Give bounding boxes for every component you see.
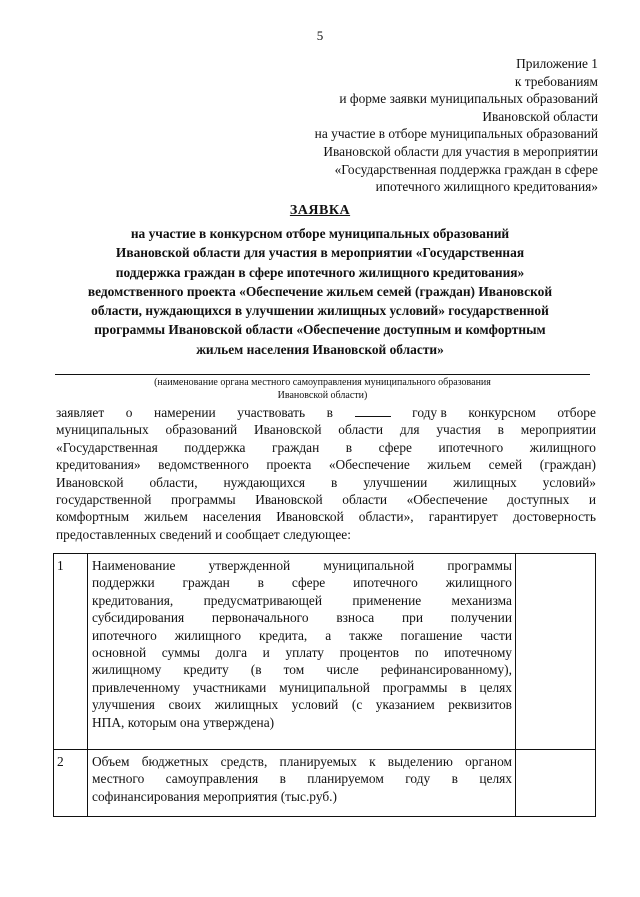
appendix-line: и форме заявки муниципальных образований	[339, 91, 598, 107]
year-blank-field[interactable]	[355, 404, 391, 417]
description-line: НПА, которым она утверждена)	[92, 714, 275, 730]
description-line: Наименование утвержденной муниципальной программы	[92, 558, 512, 573]
body-word: намерении	[154, 405, 216, 420]
body-line: государственной программы Ивановской области «Обеспечение доступных и	[56, 492, 596, 508]
application-body	[56, 404, 596, 543]
description-line: кредитования, предусматривающей применение механизма	[92, 592, 512, 608]
body-line: Ивановской области, нуждающихся в улучшении жилищных условий»	[56, 474, 596, 490]
body-word: заявляет	[56, 405, 105, 420]
org-caption-line: Ивановской области)	[277, 389, 368, 401]
description-line: местного самоуправления в планируемом году в целях	[92, 771, 512, 787]
description-line: привлеченному участниками муниципальной программы в целях	[92, 679, 512, 695]
subtitle-line: жильем населения Ивановской области»	[196, 341, 444, 357]
description-line: основной суммы долга и уплату процентов по ипотечному	[92, 645, 512, 661]
row-value-cell[interactable]	[516, 750, 596, 817]
body-line: комфортным жильем населения Ивановской области», гарантирует достоверность	[56, 509, 596, 525]
subtitle-line: на участие в конкурсном отборе муниципальных образований	[130, 226, 510, 241]
description-line: улучшения своих жилищных условий (с указанием реквизитов	[92, 697, 512, 713]
row-description	[88, 554, 516, 750]
appendix-line: к требованиям	[514, 73, 598, 89]
subtitle-line: поддержка граждан в сфере ипотечного жилищного кредитования»	[115, 264, 525, 280]
appendix-line: Ивановской области	[482, 108, 598, 124]
row-value-cell[interactable]	[516, 554, 596, 750]
body-line: «Государственная поддержка граждан в сфере ипотечного жилищного	[56, 439, 596, 455]
body-line: муниципальных образований Ивановской области для участия в мероприятии	[56, 422, 596, 438]
appendix-header	[315, 55, 598, 196]
page-number: 5	[316, 28, 324, 43]
table-row	[54, 750, 596, 817]
description-line: софинансирования мероприятия (тыс.руб.)	[92, 788, 337, 804]
subtitle-line: ведомственного проекта «Обеспечение жильем семей (граждан) Ивановской	[87, 283, 553, 299]
body-line	[56, 404, 596, 421]
description-line: Объем бюджетных средств, планируемых к выделению органом	[92, 754, 512, 769]
body-word: отборе	[557, 405, 596, 420]
org-name-field-line[interactable]	[55, 374, 590, 375]
body-word: году в	[412, 405, 447, 420]
table-row	[54, 554, 596, 750]
subtitle-line: программы Ивановской области «Обеспечение доступным и комфортным	[94, 322, 546, 338]
row-description	[88, 750, 516, 817]
body-line: предоставленных сведений и сообщает следующее:	[56, 526, 351, 542]
document-subtitle	[50, 224, 590, 359]
appendix-line: «Государственная поддержка граждан в сфере	[334, 161, 598, 177]
body-word: конкурсном	[468, 405, 536, 420]
body-word: в	[326, 405, 333, 420]
appendix-line: ипотечного жилищного кредитования»	[375, 179, 598, 195]
appendix-line: Приложение 1	[516, 56, 598, 71]
subtitle-line: области, нуждающихся в улучшении жилищных условий» государственной	[91, 303, 549, 319]
requirements-table	[53, 553, 596, 817]
appendix-line: Ивановской области для участия в мероприятии	[323, 143, 598, 159]
description-line: субсидирования первоначального взноса при получении	[92, 610, 512, 626]
row-number: 1	[54, 554, 88, 750]
org-name-caption	[55, 377, 590, 402]
appendix-line: на участие в отборе муниципальных образований	[314, 126, 598, 142]
body-word: участвовать	[237, 405, 306, 420]
description-line: поддержки граждан в сфере ипотечного жилищного	[92, 575, 512, 591]
row-number: 2	[54, 750, 88, 817]
description-line: жилищному кредиту (в том числе рефинансированному),	[92, 662, 512, 678]
subtitle-line: Ивановской области для участия в мероприятии «Государственная	[115, 245, 525, 261]
body-line: кредитования» ведомственного проекта «Обеспечение жильем семей (граждан)	[56, 457, 596, 473]
description-line: ипотечного жилищного кредита, а также погашение части	[92, 627, 512, 643]
body-word: о	[125, 405, 133, 420]
document-title: ЗАЯВКА	[289, 203, 351, 218]
org-caption-line: (наименование органа местного самоуправления муниципального образования	[154, 377, 491, 388]
